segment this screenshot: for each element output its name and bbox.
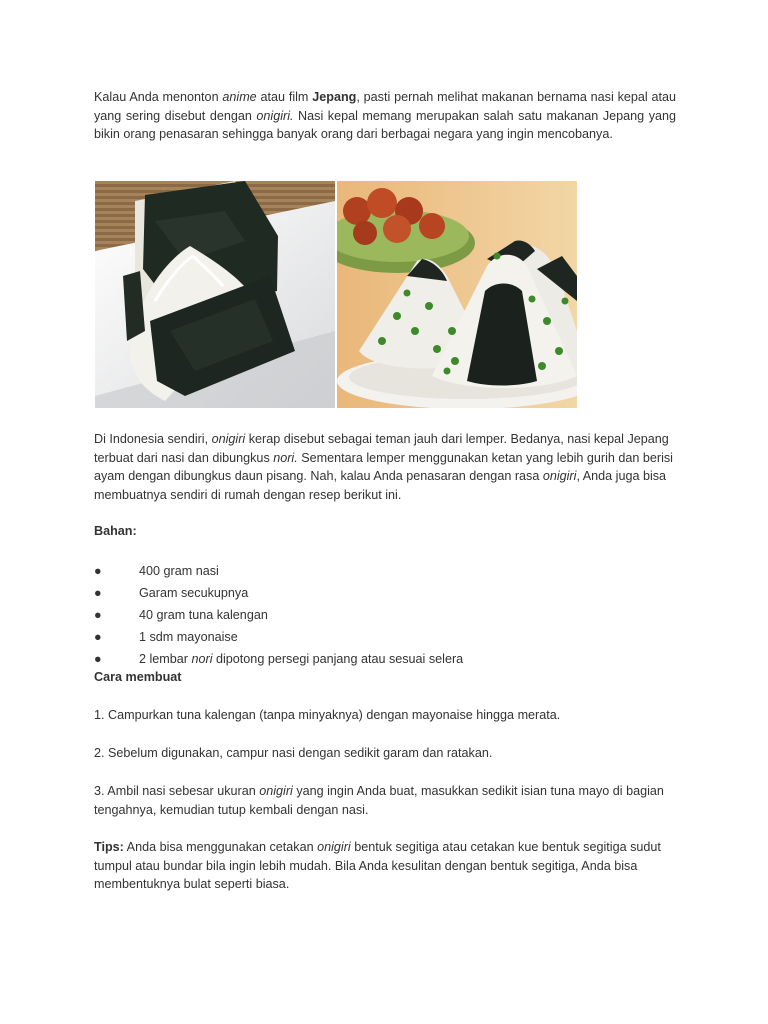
list-item [94, 562, 676, 584]
intro-text: atau film [256, 90, 313, 104]
intro-onigiri: onigiri. [256, 108, 294, 123]
p2-text: Sementara lemper menggunakan ketan yang lebih gurih dan berisi ayam dengan dibungkus daun pisang. Nah, kalau Anda penasaran dengan rasa [94, 450, 673, 484]
ingredients-list [94, 562, 676, 672]
ingredient-text-post: dipotong persegi panjang atau sesuai selera [212, 652, 464, 666]
intro-text: Kalau Anda menonton [94, 90, 223, 104]
bullet-icon: ● [94, 608, 102, 622]
onigiri-photo-left [95, 181, 335, 408]
ingredient-text [139, 650, 463, 669]
ingredient-text: 40 gram tuna kalengan [139, 608, 268, 622]
tips-paragraph [94, 838, 676, 894]
step-3-onigiri: onigiri [259, 784, 293, 798]
step-3 [94, 782, 676, 819]
list-item [94, 584, 676, 606]
intro-anime: anime [222, 90, 257, 104]
tips-text: Anda bisa menggunakan cetakan [123, 840, 318, 854]
p2-text: kerap disebut sebagai teman jauh dari lemper. Bedanya, nasi kepal Jepang terbuat dari nasi dan dibungkus [94, 432, 669, 465]
bullet-icon: ● [94, 652, 102, 666]
list-item [94, 628, 676, 650]
ingredient-nori: nori [191, 652, 213, 666]
step-1: 1. Campurkan tuna kalengan (tanpa minyaknya) dengan mayonaise hingga merata. [94, 708, 561, 722]
p2-onigiri: onigiri [211, 432, 246, 446]
step-3-text: yang ingin Anda buat, masukkan sedikit isian tuna mayo di bagian tengahnya, kemudian tutup kembali dengan nasi. [94, 784, 664, 817]
bullet-icon: ● [94, 630, 102, 644]
p2-text: Di Indonesia sendiri, [94, 432, 212, 446]
step-2: 2. Sebelum digunakan, campur nasi dengan sedikit garam dan ratakan. [94, 746, 493, 760]
step-3-text: 3. Ambil nasi sebesar ukuran [94, 784, 260, 798]
ingredient-text: Garam secukupnya [139, 586, 249, 600]
bullet-icon: ● [94, 586, 102, 600]
p2-text: , Anda juga bisa membuatnya sendiri di rumah dengan resep berikut ini. [94, 469, 667, 502]
ingredient-text-pre: 2 lembar [139, 652, 192, 666]
p2-onigiri: onigiri [542, 469, 577, 484]
ingredients-heading [94, 522, 137, 541]
document-page [94, 88, 677, 892]
lemper-paragraph [94, 430, 676, 504]
intro-text: , pasti pernah melihat makanan bernama nasi kepal atau yang sering disebut dengan [94, 90, 676, 123]
ingredients-heading-text: Bahan: [94, 524, 137, 538]
tips-onigiri: onigiri [317, 840, 351, 854]
method-heading-text: Cara membuat [94, 670, 182, 684]
list-item [94, 606, 676, 628]
intro-paragraph [94, 88, 676, 144]
tips-label: Tips: [94, 840, 124, 854]
intro-jepang: Jepang [312, 90, 357, 104]
intro-text: Nasi kepal memang merupakan salah satu makanan Jepang yang bikin orang penasaran sehingga banyak orang dari berbagai negara yang ingin mencobanya. [94, 108, 677, 142]
tips-text: bentuk segitiga atau cetakan kue bentuk segitiga sudut tumpul atau bundar bila ingin lebih mudah. Bila Anda kesulitan dengan bentuk segitiga, Anda bisa membentuknya bulat seperti biasa. [94, 840, 661, 892]
ingredient-text: 400 gram nasi [139, 564, 219, 578]
p2-nori: nori. [273, 450, 298, 465]
method-heading [94, 668, 182, 687]
onigiri-photo-right [337, 181, 577, 408]
onigiri-photos [95, 181, 577, 408]
ingredient-text: 1 sdm mayonaise [139, 630, 238, 644]
bullet-icon: ● [94, 564, 102, 578]
